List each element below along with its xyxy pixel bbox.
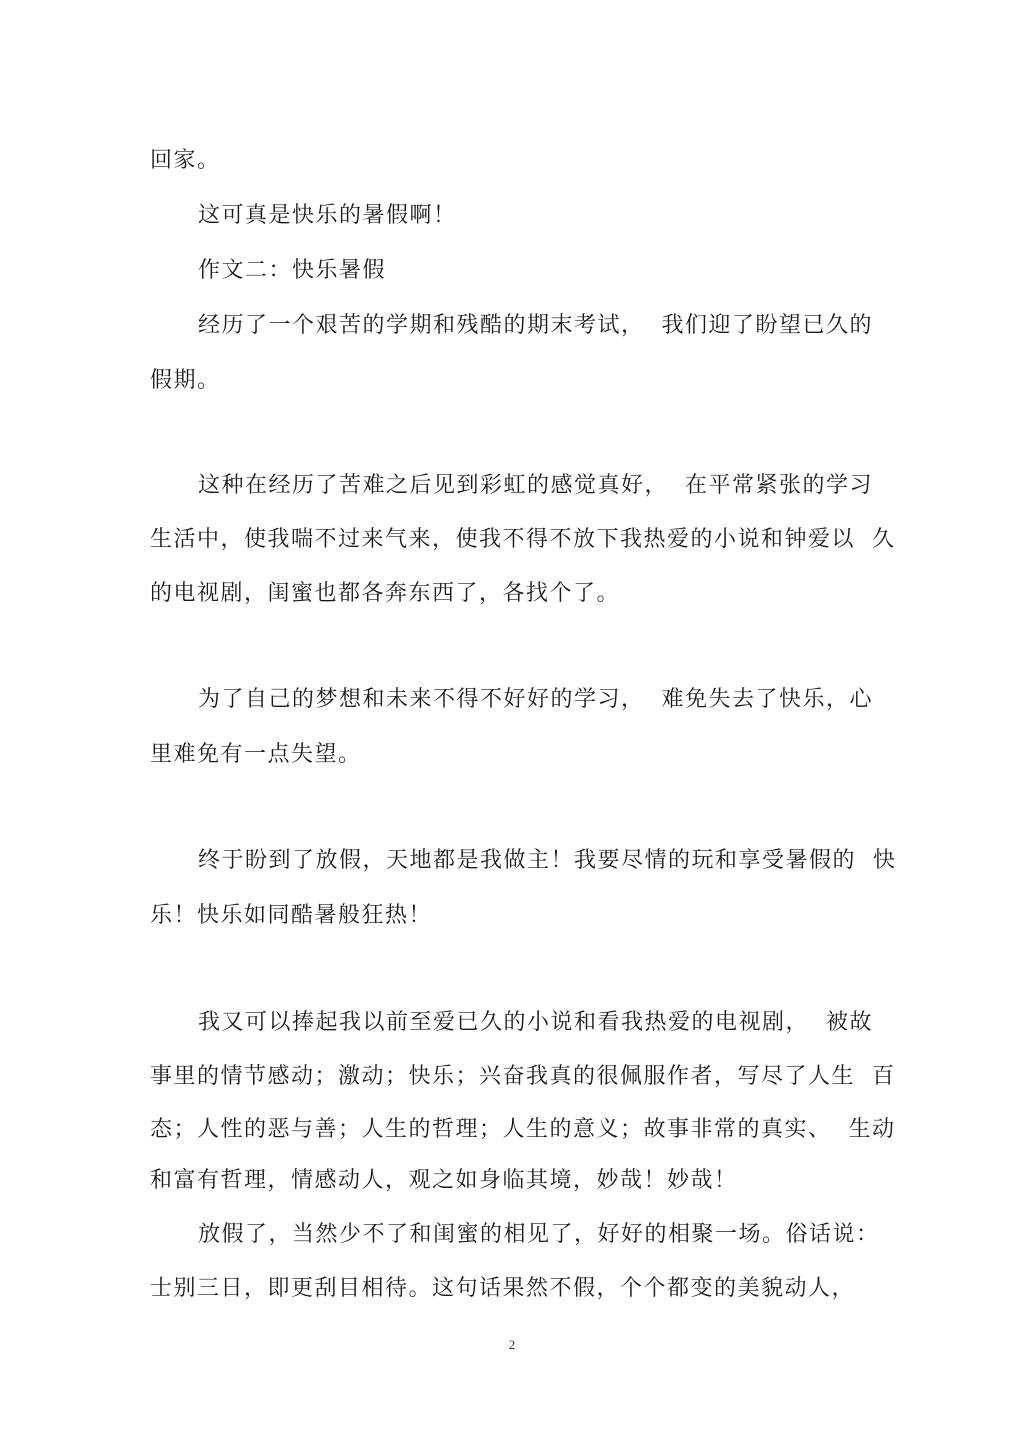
text-line: 里难免有一点失望。 <box>150 742 362 767</box>
text-line: 放假了，当然少不了和闺蜜的相见了，好好的相聚一场。俗话说： <box>198 1222 880 1247</box>
text-line: 事里的情节感动；激动；快乐；兴奋我真的很佩服作者，写尽了人生 百 <box>150 1064 896 1089</box>
text-line: 士别三日，即更刮目相待。这句话果然不假，个个都变的美貌动人， <box>150 1276 856 1301</box>
text-line: 和富有哲理，情感动人，观之如身临其境，妙哉！妙哉！ <box>150 1168 738 1193</box>
text-line: 的电视剧，闺蜜也都各奔东西了，各找个了。 <box>150 581 621 606</box>
text-line: 生活中，使我喘不过来气来，使我不得不放下我热爱的小说和钟爱以 久 <box>150 527 896 552</box>
text-line: 回家。 <box>150 148 221 173</box>
text-line: 终于盼到了放假，天地都是我做主！我要尽情的玩和享受暑假的 快 <box>198 848 897 873</box>
text-line: 我又可以捧起我以前至爱已久的小说和看我热爱的电视剧， 被故 <box>198 1010 873 1035</box>
text-line: 态；人性的恶与善；人生的哲理；人生的意义；故事非常的真实、 生动 <box>150 1117 896 1142</box>
text-line: 为了自己的梦想和未来不得不好好的学习， 难免失去了快乐，心 <box>198 687 873 712</box>
text-line: 假期。 <box>150 368 221 393</box>
section-heading: 作文二：快乐暑假 <box>198 258 387 283</box>
page-number: 2 <box>508 1337 516 1352</box>
text-line: 乐！快乐如同酷暑般狂热！ <box>150 903 433 928</box>
text-line: 这种在经历了苦难之后见到彩虹的感觉真好， 在平常紧张的学习 <box>198 473 873 498</box>
text-line: 经历了一个艰苦的学期和残酷的期末考试， 我们迎了盼望已久的 <box>198 313 873 338</box>
text-line: 这可真是快乐的暑假啊！ <box>198 203 457 228</box>
